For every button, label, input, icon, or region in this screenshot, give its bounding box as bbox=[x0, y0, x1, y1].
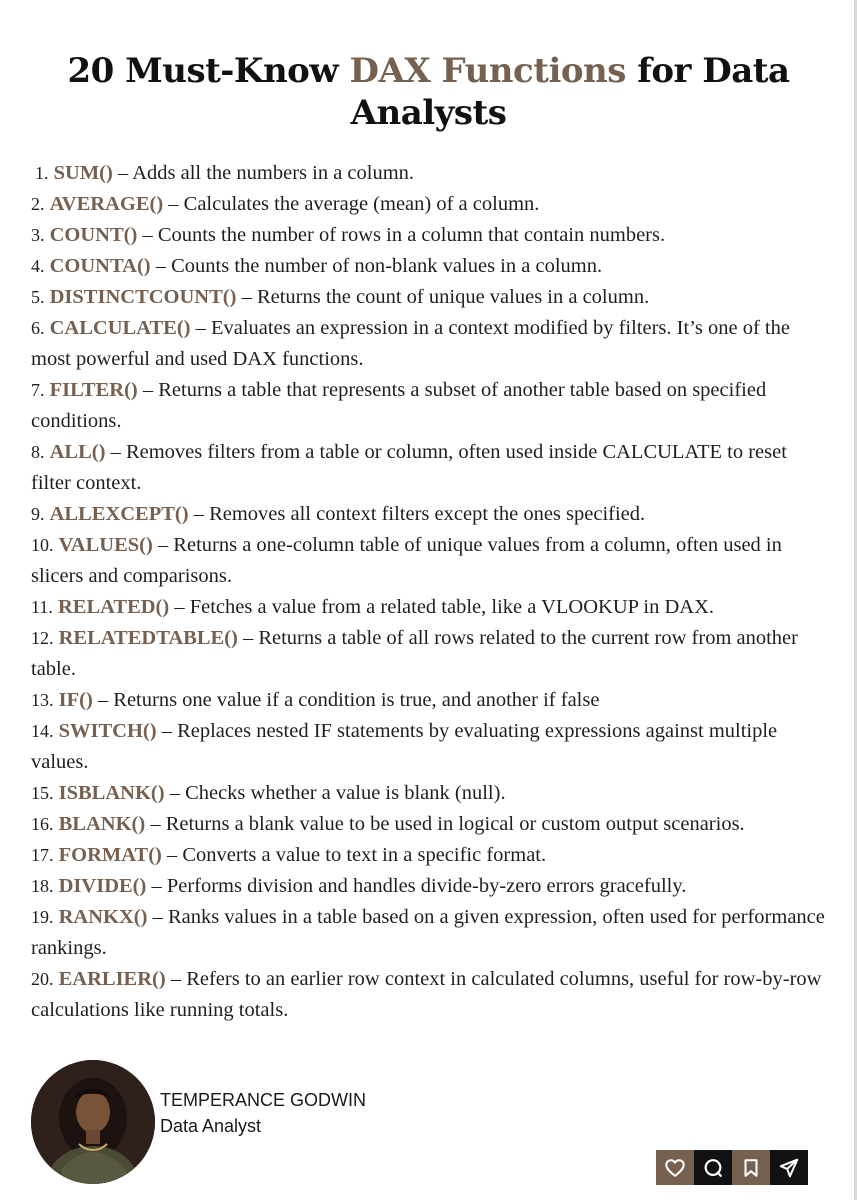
item-number: 20. bbox=[31, 969, 54, 989]
avatar[interactable] bbox=[31, 1060, 155, 1184]
function-list bbox=[31, 158, 831, 1026]
author-card bbox=[31, 1060, 431, 1185]
function-description: – Checks whether a value is blank (null). bbox=[164, 782, 506, 804]
function-name: ALLEXCEPT() bbox=[49, 503, 189, 525]
function-description: – Returns the count of unique values in a column. bbox=[236, 286, 650, 308]
item-number: 8. bbox=[31, 442, 45, 462]
function-description: – Returns a table of all rows related to the current row from another table. bbox=[31, 627, 798, 680]
list-item bbox=[31, 685, 831, 716]
function-name: RELATED() bbox=[57, 596, 170, 618]
bookmark-icon bbox=[740, 1157, 762, 1179]
function-name: FILTER() bbox=[49, 379, 138, 401]
list-item bbox=[31, 902, 831, 964]
function-description: – Calculates the average (mean) of a column. bbox=[163, 193, 540, 215]
list-item bbox=[31, 437, 831, 499]
function-name: ALL() bbox=[49, 441, 106, 463]
list-item bbox=[31, 623, 831, 685]
function-description: – Replaces nested IF statements by evaluating expressions against multiple values. bbox=[31, 720, 778, 773]
function-description: – Counts the number of rows in a column that contain numbers. bbox=[137, 224, 666, 246]
function-name: FORMAT() bbox=[58, 844, 162, 866]
function-name: ISBLANK() bbox=[58, 782, 165, 804]
item-number: 1. bbox=[35, 163, 49, 183]
item-number: 19. bbox=[31, 907, 54, 927]
item-number: 10. bbox=[31, 535, 54, 555]
function-name: IF() bbox=[58, 689, 93, 711]
item-number: 16. bbox=[31, 814, 54, 834]
list-item bbox=[31, 778, 831, 809]
function-name: CALCULATE() bbox=[49, 317, 191, 339]
item-number: 7. bbox=[31, 380, 45, 400]
comment-button[interactable] bbox=[694, 1150, 732, 1185]
list-item bbox=[31, 251, 831, 282]
item-number: 11. bbox=[31, 597, 53, 617]
function-name: RELATEDTABLE() bbox=[58, 627, 238, 649]
list-item bbox=[31, 313, 831, 375]
function-name: COUNT() bbox=[49, 224, 138, 246]
function-name: SWITCH() bbox=[58, 720, 157, 742]
function-name: RANKX() bbox=[58, 906, 148, 928]
function-description: – Counts the number of non-blank values in a column. bbox=[150, 255, 603, 277]
author-name: TEMPERANCE GODWIN bbox=[160, 1090, 367, 1110]
function-description: – Adds all the numbers in a column. bbox=[112, 162, 415, 184]
function-name: DIVIDE() bbox=[58, 875, 147, 897]
function-description: – Evaluates an expression in a context modified by filters. It’s one of the most powerful and used DAX functions. bbox=[31, 317, 790, 370]
list-item bbox=[31, 809, 831, 840]
title-prefix: 20 Must-Know bbox=[67, 51, 350, 91]
item-number: 17. bbox=[31, 845, 54, 865]
item-number: 4. bbox=[31, 256, 45, 276]
like-button[interactable] bbox=[656, 1150, 694, 1185]
function-description: – Converts a value to text in a specific format. bbox=[161, 844, 547, 866]
function-name: DISTINCTCOUNT() bbox=[49, 286, 237, 308]
list-item bbox=[31, 282, 831, 313]
function-name: COUNTA() bbox=[49, 255, 151, 277]
function-description: – Ranks values in a table based on a given expression, often used for performance rankings. bbox=[31, 906, 825, 959]
function-description: – Refers to an earlier row context in calculated columns, useful for row-by-row calculations like running totals. bbox=[31, 968, 822, 1021]
list-item bbox=[31, 189, 831, 220]
share-button[interactable] bbox=[770, 1150, 808, 1185]
heart-icon bbox=[664, 1157, 686, 1179]
function-name: SUM() bbox=[53, 162, 113, 184]
title-highlight: DAX Functions bbox=[349, 51, 626, 91]
title-suffix: for Data Analysts bbox=[350, 51, 790, 133]
share-icon bbox=[778, 1157, 800, 1179]
avatar-portrait bbox=[31, 1060, 155, 1184]
item-number: 13. bbox=[31, 690, 54, 710]
list-item bbox=[31, 158, 831, 189]
action-bar bbox=[656, 1150, 808, 1185]
function-name: BLANK() bbox=[58, 813, 146, 835]
item-number: 6. bbox=[31, 318, 45, 338]
item-number: 14. bbox=[31, 721, 54, 741]
item-number: 2. bbox=[31, 194, 45, 214]
list-item bbox=[31, 716, 831, 778]
function-description: – Returns one value if a condition is true, and another if false bbox=[92, 689, 600, 711]
item-number: 15. bbox=[31, 783, 54, 803]
list-item bbox=[31, 530, 831, 592]
function-name: VALUES() bbox=[58, 534, 153, 556]
item-number: 18. bbox=[31, 876, 54, 896]
function-description: – Removes filters from a table or column, often used inside CALCULATE to reset filter context. bbox=[31, 441, 787, 494]
function-description: – Returns a table that represents a subset of another table based on specified conditions. bbox=[31, 379, 767, 432]
function-description: – Performs division and handles divide-by-zero errors gracefully. bbox=[146, 875, 687, 897]
page-title bbox=[20, 50, 837, 134]
item-number: 3. bbox=[31, 225, 45, 245]
item-number: 5. bbox=[31, 287, 45, 307]
list-item bbox=[31, 375, 831, 437]
list-item bbox=[31, 220, 831, 251]
list-item bbox=[31, 499, 831, 530]
comment-icon bbox=[702, 1157, 724, 1179]
function-name: AVERAGE() bbox=[49, 193, 164, 215]
function-description: – Removes all context filters except the ones specified. bbox=[188, 503, 646, 525]
function-description: – Returns a one-column table of unique values from a column, often used in slicers and comparisons. bbox=[31, 534, 782, 587]
list-item bbox=[31, 840, 831, 871]
function-description: – Fetches a value from a related table, like a VLOOKUP in DAX. bbox=[169, 596, 715, 618]
function-description: – Returns a blank value to be used in logical or custom output scenarios. bbox=[145, 813, 745, 835]
author-role: Data Analyst bbox=[160, 1116, 262, 1136]
list-item bbox=[31, 964, 831, 1026]
item-number: 9. bbox=[31, 504, 45, 524]
function-name: EARLIER() bbox=[58, 968, 166, 990]
list-item bbox=[31, 592, 831, 623]
list-item bbox=[31, 871, 831, 902]
bookmark-button[interactable] bbox=[732, 1150, 770, 1185]
item-number: 12. bbox=[31, 628, 54, 648]
